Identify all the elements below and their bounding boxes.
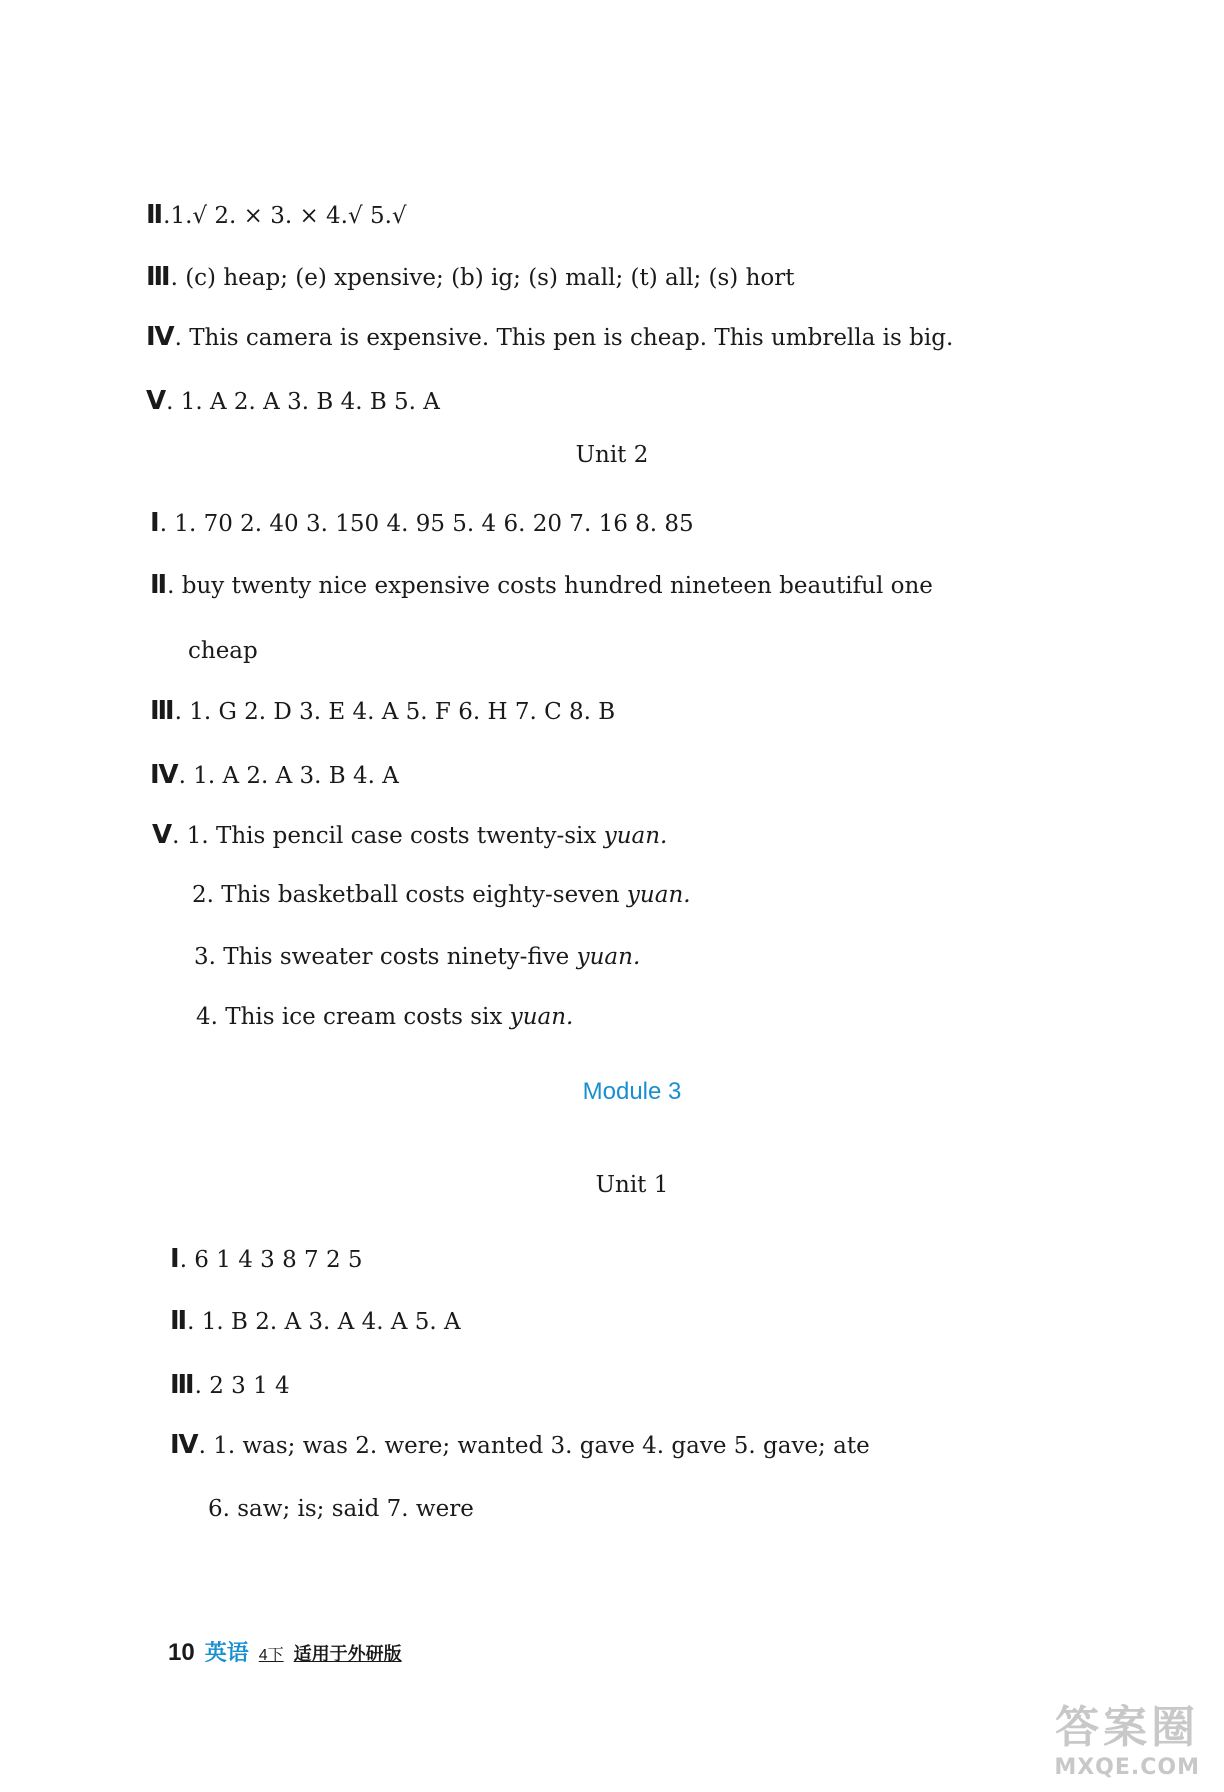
answer-line bbox=[150, 760, 399, 791]
grade-label: 4下 bbox=[258, 1647, 284, 1664]
answer-line bbox=[146, 322, 953, 353]
roman-numeral: Ⅰ bbox=[170, 1244, 180, 1274]
watermark bbox=[1054, 1691, 1200, 1780]
answer-text: .1.√ 2. × 3. × 4.√ 5.√ bbox=[163, 203, 407, 229]
roman-numeral: Ⅲ bbox=[146, 262, 171, 292]
answer-text: 2. This basketball costs eighty-seven bbox=[192, 882, 627, 908]
answer-line bbox=[192, 880, 691, 910]
unit-heading: Unit 1 bbox=[595, 1172, 669, 1198]
unit-heading: Unit 2 bbox=[575, 442, 649, 468]
answer-text: 6. saw; is; said 7. were bbox=[208, 1496, 474, 1522]
answer-text: . 1. A 2. A 3. B 4. A bbox=[178, 763, 399, 789]
answer-text: cheap bbox=[188, 638, 258, 664]
answer-line bbox=[146, 200, 407, 231]
answer-text: . 1. was; was 2. were; wanted 3. gave 4. gave 5. gave; ate bbox=[198, 1433, 870, 1459]
subject-label: 英语 bbox=[204, 1640, 249, 1665]
roman-numeral: Ⅲ bbox=[150, 696, 175, 726]
answer-line bbox=[196, 1002, 573, 1032]
answer-text: . 1. B 2. A 3. A 4. A 5. A bbox=[187, 1309, 461, 1335]
answer-line bbox=[146, 386, 440, 417]
answer-italic: yuan. bbox=[509, 1004, 574, 1030]
answer-line bbox=[150, 570, 933, 601]
answer-italic: yuan. bbox=[603, 823, 668, 849]
answer-line bbox=[152, 820, 667, 851]
roman-numeral: Ⅱ bbox=[170, 1306, 188, 1336]
edition-label: 适用于外研版 bbox=[293, 1644, 402, 1664]
answer-text: 4. This ice cream costs six bbox=[196, 1004, 510, 1030]
watermark-cn: 答案圈 bbox=[1055, 1702, 1200, 1753]
answer-text: . (c) heap; (e) xpensive; (b) ig; (s) mall; (t) all; (s) hort bbox=[170, 265, 795, 291]
answer-line bbox=[208, 1494, 474, 1524]
answer-text: . 1. 70 2. 40 3. 150 4. 95 5. 4 6. 20 7. 16 8. 85 bbox=[159, 511, 694, 537]
answer-italic: yuan. bbox=[576, 944, 641, 970]
watermark-en: MXQE.COM bbox=[1054, 1755, 1200, 1780]
answer-line bbox=[170, 1244, 363, 1275]
answer-italic: yuan. bbox=[626, 882, 691, 908]
answer-line bbox=[170, 1306, 461, 1337]
roman-numeral: Ⅳ bbox=[170, 1430, 199, 1460]
answer-text: . 1. This pencil case costs twenty-six bbox=[172, 823, 604, 849]
answer-line bbox=[194, 942, 640, 972]
answer-line bbox=[150, 696, 615, 727]
answer-text: . buy twenty nice expensive costs hundred nineteen beautiful one bbox=[167, 573, 933, 599]
roman-numeral: Ⅳ bbox=[146, 322, 175, 352]
answer-text: 3. This sweater costs ninety-five bbox=[194, 944, 577, 970]
roman-numeral: Ⅱ bbox=[146, 200, 164, 230]
roman-numeral: Ⅲ bbox=[170, 1370, 195, 1400]
answer-line bbox=[146, 262, 795, 293]
page-footer bbox=[168, 1636, 402, 1667]
roman-numeral: Ⅴ bbox=[152, 820, 173, 850]
answer-line bbox=[188, 636, 258, 666]
answer-text: . This camera is expensive. This pen is cheap. This umbrella is big. bbox=[174, 325, 954, 351]
module-heading: Module 3 bbox=[582, 1078, 682, 1105]
answer-line bbox=[170, 1370, 290, 1401]
answer-line bbox=[150, 508, 694, 539]
answer-text: . 1. A 2. A 3. B 4. B 5. A bbox=[166, 389, 440, 415]
roman-numeral: Ⅳ bbox=[150, 760, 179, 790]
roman-numeral: Ⅱ bbox=[150, 570, 168, 600]
answer-line bbox=[170, 1430, 870, 1461]
answer-text: . 1. G 2. D 3. E 4. A 5. F 6. H 7. C 8. B bbox=[174, 699, 616, 725]
answer-text: . 2 3 1 4 bbox=[194, 1373, 290, 1399]
page-number: 10 bbox=[168, 1639, 195, 1666]
roman-numeral: Ⅰ bbox=[150, 508, 160, 538]
roman-numeral: Ⅴ bbox=[146, 386, 167, 416]
answer-text: . 6 1 4 3 8 7 2 5 bbox=[179, 1247, 363, 1273]
